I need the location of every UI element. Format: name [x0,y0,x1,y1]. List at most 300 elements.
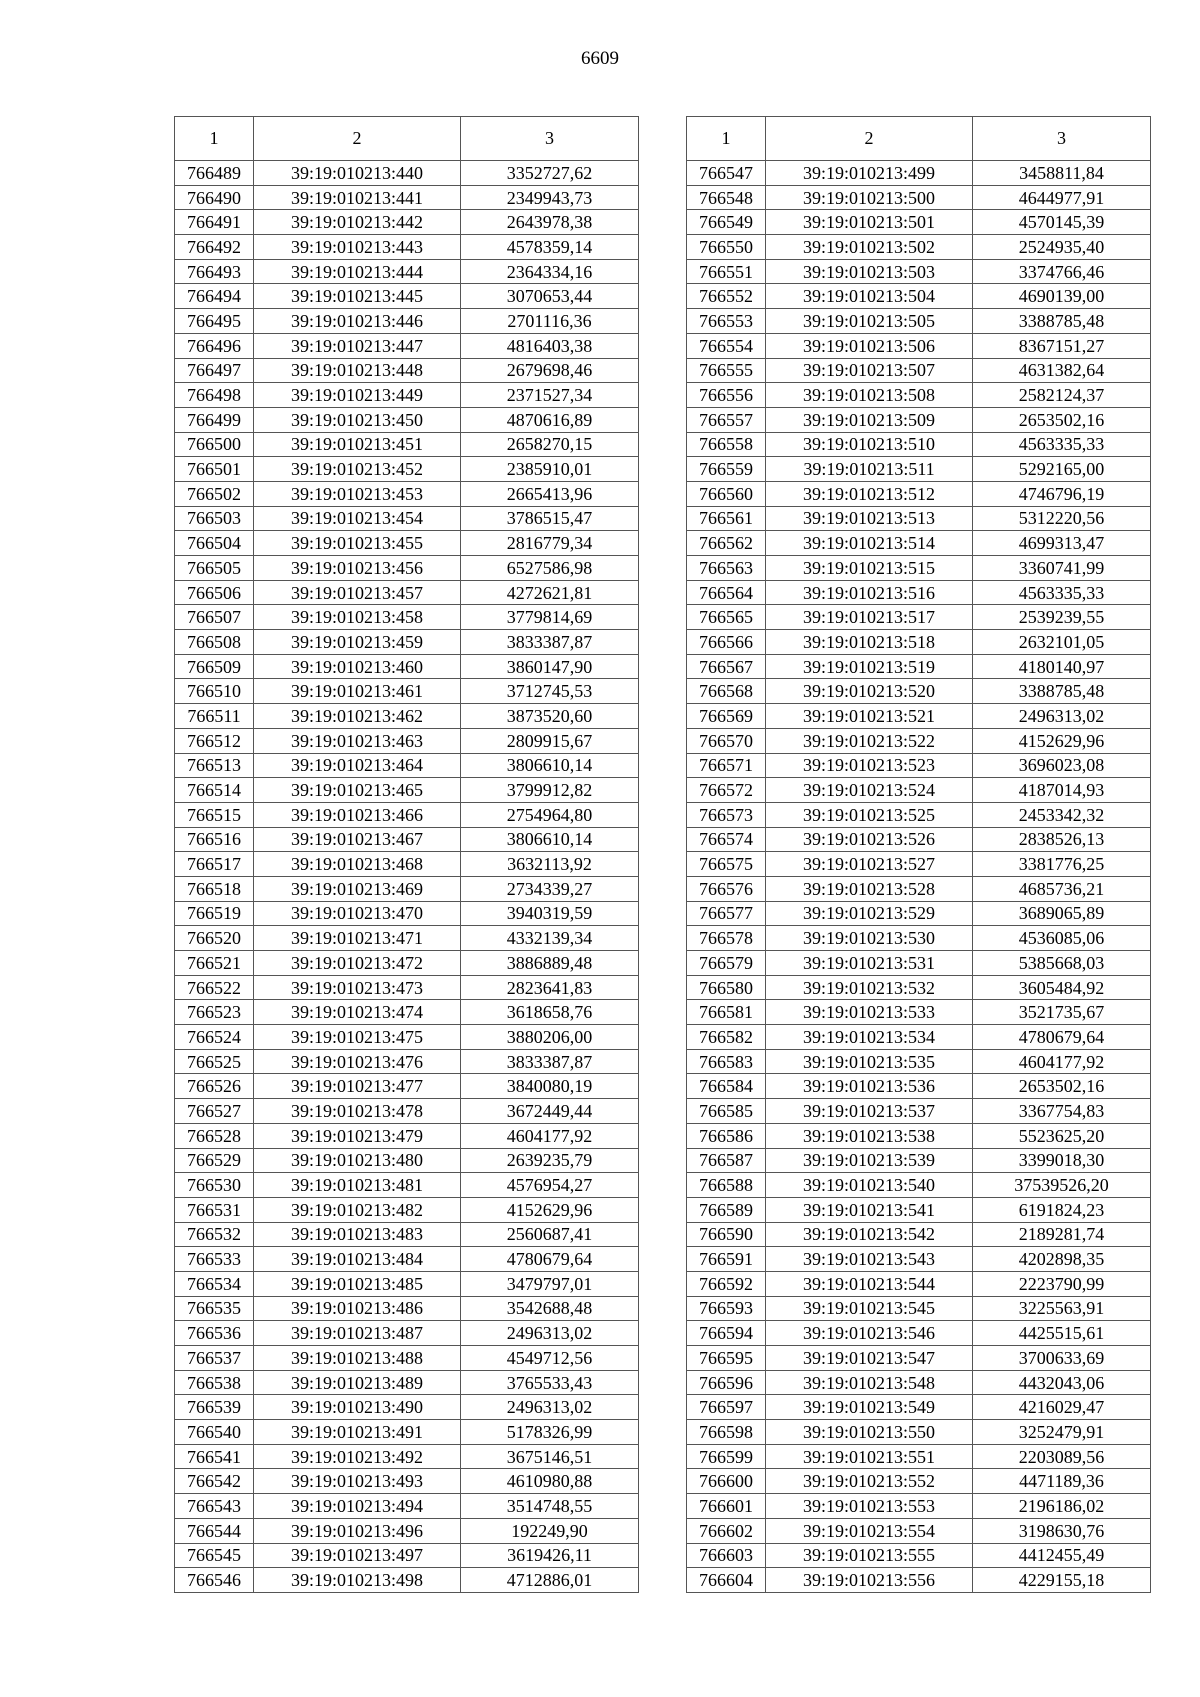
cell-row-number: 766604 [687,1568,766,1593]
cell-row-number: 766585 [687,1099,766,1124]
table-row [687,1370,1151,1395]
cell-row-number: 766514 [175,778,254,803]
table-row [687,1197,1151,1222]
table-row [687,1568,1151,1593]
cell-cadastral-number: 39:19:010213:472 [254,951,461,976]
cell-row-number: 766532 [175,1222,254,1247]
cell-cadastral-number: 39:19:010213:541 [766,1197,973,1222]
table-row [687,728,1151,753]
table-row [175,556,639,581]
table-row [175,827,639,852]
table-row [175,1000,639,1025]
cell-cadastral-value: 2679698,46 [461,358,639,383]
cell-cadastral-value: 2653502,16 [973,407,1151,432]
cell-cadastral-number: 39:19:010213:516 [766,580,973,605]
cell-cadastral-value: 4272621,81 [461,580,639,605]
cell-cadastral-number: 39:19:010213:513 [766,506,973,531]
cell-cadastral-value: 3352727,62 [461,161,639,186]
cell-cadastral-number: 39:19:010213:518 [766,630,973,655]
cell-cadastral-number: 39:19:010213:440 [254,161,461,186]
cell-row-number: 766599 [687,1444,766,1469]
cell-cadastral-value: 2809915,67 [461,728,639,753]
cell-cadastral-value: 4699313,47 [973,531,1151,556]
cell-cadastral-number: 39:19:010213:496 [254,1518,461,1543]
cell-cadastral-value: 3765533,43 [461,1370,639,1395]
table-row [175,1049,639,1074]
cell-cadastral-number: 39:19:010213:507 [766,358,973,383]
cell-row-number: 766493 [175,259,254,284]
cell-row-number: 766573 [687,802,766,827]
cell-row-number: 766563 [687,556,766,581]
table-row [687,284,1151,309]
cell-cadastral-value: 3374766,46 [973,259,1151,284]
table-row [175,259,639,284]
cell-row-number: 766578 [687,926,766,951]
cell-cadastral-number: 39:19:010213:477 [254,1074,461,1099]
cell-cadastral-number: 39:19:010213:463 [254,728,461,753]
cell-cadastral-value: 3360741,99 [973,556,1151,581]
cell-cadastral-value: 3786515,47 [461,506,639,531]
cell-cadastral-number: 39:19:010213:552 [766,1469,973,1494]
cell-cadastral-number: 39:19:010213:528 [766,876,973,901]
cell-cadastral-number: 39:19:010213:466 [254,802,461,827]
cell-cadastral-number: 39:19:010213:544 [766,1271,973,1296]
cell-row-number: 766581 [687,1000,766,1025]
cell-cadastral-number: 39:19:010213:549 [766,1395,973,1420]
cell-row-number: 766507 [175,605,254,630]
cell-row-number: 766580 [687,975,766,1000]
table-row [175,1518,639,1543]
cell-cadastral-value: 3799912,82 [461,778,639,803]
cell-cadastral-value: 2385910,01 [461,457,639,482]
table-row [687,1395,1151,1420]
cell-cadastral-value: 2196186,02 [973,1494,1151,1519]
table-row [175,630,639,655]
registry-table-right [686,116,1151,1593]
table-row [687,852,1151,877]
cell-cadastral-value: 3514748,55 [461,1494,639,1519]
cell-cadastral-value: 3689065,89 [973,901,1151,926]
cell-row-number: 766502 [175,481,254,506]
table-row [175,654,639,679]
cell-row-number: 766552 [687,284,766,309]
cell-cadastral-number: 39:19:010213:497 [254,1543,461,1568]
cell-cadastral-number: 39:19:010213:443 [254,235,461,260]
cell-cadastral-number: 39:19:010213:452 [254,457,461,482]
table-row [687,1518,1151,1543]
cell-cadastral-number: 39:19:010213:460 [254,654,461,679]
cell-cadastral-number: 39:19:010213:555 [766,1543,973,1568]
cell-cadastral-number: 39:19:010213:453 [254,481,461,506]
cell-cadastral-value: 2223790,99 [973,1271,1151,1296]
cell-cadastral-number: 39:19:010213:464 [254,753,461,778]
cell-cadastral-value: 3605484,92 [973,975,1151,1000]
cell-cadastral-value: 5178326,99 [461,1420,639,1445]
table-row [687,1099,1151,1124]
cell-row-number: 766529 [175,1148,254,1173]
table-row [687,1296,1151,1321]
cell-row-number: 766491 [175,210,254,235]
cell-cadastral-number: 39:19:010213:487 [254,1321,461,1346]
cell-row-number: 766593 [687,1296,766,1321]
cell-row-number: 766541 [175,1444,254,1469]
cell-cadastral-number: 39:19:010213:490 [254,1395,461,1420]
table-row [687,778,1151,803]
cell-cadastral-number: 39:19:010213:511 [766,457,973,482]
cell-cadastral-value: 8367151,27 [973,333,1151,358]
table-row [687,259,1151,284]
cell-cadastral-value: 2349943,73 [461,185,639,210]
table-row [175,926,639,951]
table-row [687,1025,1151,1050]
table-row [175,580,639,605]
table-row [687,975,1151,1000]
cell-cadastral-value: 4816403,38 [461,333,639,358]
cell-row-number: 766533 [175,1247,254,1272]
cell-cadastral-number: 39:19:010213:492 [254,1444,461,1469]
cell-cadastral-value: 4604177,92 [973,1049,1151,1074]
cell-row-number: 766577 [687,901,766,926]
table-row [175,333,639,358]
cell-cadastral-value: 4610980,88 [461,1469,639,1494]
table-row [175,1346,639,1371]
cell-cadastral-number: 39:19:010213:508 [766,383,973,408]
cell-cadastral-number: 39:19:010213:504 [766,284,973,309]
cell-row-number: 766550 [687,235,766,260]
cell-cadastral-value: 3873520,60 [461,704,639,729]
cell-row-number: 766566 [687,630,766,655]
cell-cadastral-value: 4549712,56 [461,1346,639,1371]
cell-cadastral-number: 39:19:010213:546 [766,1321,973,1346]
cell-cadastral-number: 39:19:010213:500 [766,185,973,210]
cell-cadastral-value: 3458811,84 [973,161,1151,186]
cell-cadastral-value: 2838526,13 [973,827,1151,852]
cell-cadastral-number: 39:19:010213:537 [766,1099,973,1124]
cell-row-number: 766503 [175,506,254,531]
cell-cadastral-number: 39:19:010213:473 [254,975,461,1000]
cell-row-number: 766511 [175,704,254,729]
table-row [687,1420,1151,1445]
table-row [175,876,639,901]
cell-cadastral-value: 192249,90 [461,1518,639,1543]
cell-cadastral-value: 4332139,34 [461,926,639,951]
cell-cadastral-number: 39:19:010213:550 [766,1420,973,1445]
cell-row-number: 766520 [175,926,254,951]
table-row [687,1543,1151,1568]
cell-cadastral-value: 2453342,32 [973,802,1151,827]
cell-row-number: 766592 [687,1271,766,1296]
cell-cadastral-value: 3806610,14 [461,827,639,852]
cell-row-number: 766603 [687,1543,766,1568]
cell-cadastral-value: 3880206,00 [461,1025,639,1050]
cell-cadastral-number: 39:19:010213:459 [254,630,461,655]
cell-cadastral-number: 39:19:010213:457 [254,580,461,605]
table-row [175,210,639,235]
table-row [175,358,639,383]
cell-row-number: 766496 [175,333,254,358]
table-row [175,407,639,432]
cell-row-number: 766504 [175,531,254,556]
cell-cadastral-number: 39:19:010213:474 [254,1000,461,1025]
table-row [687,704,1151,729]
cell-cadastral-value: 2524935,40 [973,235,1151,260]
cell-row-number: 766555 [687,358,766,383]
cell-cadastral-number: 39:19:010213:483 [254,1222,461,1247]
cell-cadastral-number: 39:19:010213:485 [254,1271,461,1296]
column-header-number: 1 [687,117,766,161]
cell-row-number: 766512 [175,728,254,753]
cell-cadastral-value: 3700633,69 [973,1346,1151,1371]
cell-cadastral-number: 39:19:010213:529 [766,901,973,926]
cell-cadastral-number: 39:19:010213:530 [766,926,973,951]
cell-cadastral-value: 3833387,87 [461,1049,639,1074]
table-row [687,457,1151,482]
cell-row-number: 766539 [175,1395,254,1420]
table-header-row [175,117,639,161]
cell-cadastral-number: 39:19:010213:517 [766,605,973,630]
cell-cadastral-number: 39:19:010213:455 [254,531,461,556]
cell-cadastral-number: 39:19:010213:458 [254,605,461,630]
cell-cadastral-number: 39:19:010213:531 [766,951,973,976]
cell-cadastral-value: 5385668,03 [973,951,1151,976]
cell-cadastral-number: 39:19:010213:499 [766,161,973,186]
table-row [687,1000,1151,1025]
cell-cadastral-value: 4746796,19 [973,481,1151,506]
table-row [175,1543,639,1568]
cell-cadastral-value: 2203089,56 [973,1444,1151,1469]
cell-cadastral-number: 39:19:010213:467 [254,827,461,852]
cell-cadastral-number: 39:19:010213:506 [766,333,973,358]
cell-row-number: 766548 [687,185,766,210]
cell-row-number: 766521 [175,951,254,976]
table-row [175,753,639,778]
cell-row-number: 766528 [175,1123,254,1148]
cell-cadastral-value: 3840080,19 [461,1074,639,1099]
cell-cadastral-number: 39:19:010213:448 [254,358,461,383]
cell-cadastral-value: 2701116,36 [461,309,639,334]
cell-cadastral-number: 39:19:010213:488 [254,1346,461,1371]
cell-cadastral-number: 39:19:010213:454 [254,506,461,531]
cell-cadastral-number: 39:19:010213:523 [766,753,973,778]
cell-cadastral-number: 39:19:010213:534 [766,1025,973,1050]
cell-cadastral-number: 39:19:010213:456 [254,556,461,581]
cell-cadastral-value: 4685736,21 [973,876,1151,901]
cell-row-number: 766516 [175,827,254,852]
cell-cadastral-number: 39:19:010213:548 [766,1370,973,1395]
table-row [175,679,639,704]
cell-cadastral-value: 2632101,05 [973,630,1151,655]
table-row [175,309,639,334]
cell-cadastral-value: 2639235,79 [461,1148,639,1173]
cell-cadastral-number: 39:19:010213:478 [254,1099,461,1124]
table-row [687,1321,1151,1346]
cell-cadastral-value: 4216029,47 [973,1395,1151,1420]
cell-cadastral-number: 39:19:010213:445 [254,284,461,309]
cell-cadastral-value: 4152629,96 [973,728,1151,753]
cell-row-number: 766560 [687,481,766,506]
cell-cadastral-value: 3388785,48 [973,679,1151,704]
cell-cadastral-value: 3712745,53 [461,679,639,704]
cell-row-number: 766501 [175,457,254,482]
cell-cadastral-number: 39:19:010213:515 [766,556,973,581]
cell-cadastral-value: 2496313,02 [973,704,1151,729]
cell-cadastral-number: 39:19:010213:449 [254,383,461,408]
cell-row-number: 766549 [687,210,766,235]
cell-cadastral-value: 3399018,30 [973,1148,1151,1173]
cell-cadastral-value: 4780679,64 [973,1025,1151,1050]
cell-cadastral-value: 3252479,91 [973,1420,1151,1445]
cell-row-number: 766492 [175,235,254,260]
cell-row-number: 766506 [175,580,254,605]
table-row [175,802,639,827]
cell-row-number: 766508 [175,630,254,655]
table-row [175,778,639,803]
cell-cadastral-number: 39:19:010213:522 [766,728,973,753]
cell-cadastral-number: 39:19:010213:510 [766,432,973,457]
cell-cadastral-value: 3542688,48 [461,1296,639,1321]
cell-row-number: 766500 [175,432,254,457]
column-header-number: 1 [175,117,254,161]
table-row [687,901,1151,926]
table-row [175,1222,639,1247]
cell-row-number: 766568 [687,679,766,704]
cell-cadastral-number: 39:19:010213:462 [254,704,461,729]
table-row [175,1025,639,1050]
cell-row-number: 766576 [687,876,766,901]
cell-cadastral-value: 2371527,34 [461,383,639,408]
cell-row-number: 766575 [687,852,766,877]
cell-cadastral-number: 39:19:010213:505 [766,309,973,334]
table-row [175,1197,639,1222]
cell-cadastral-number: 39:19:010213:524 [766,778,973,803]
cell-cadastral-value: 2496313,02 [461,1395,639,1420]
cell-cadastral-number: 39:19:010213:551 [766,1444,973,1469]
table-row [175,1123,639,1148]
cell-cadastral-value: 4604177,92 [461,1123,639,1148]
table-row [687,654,1151,679]
cell-row-number: 766545 [175,1543,254,1568]
table-row [687,679,1151,704]
table-row [175,1247,639,1272]
cell-cadastral-value: 4187014,93 [973,778,1151,803]
cell-cadastral-value: 2665413,96 [461,481,639,506]
cell-cadastral-number: 39:19:010213:498 [254,1568,461,1593]
table-row [687,605,1151,630]
cell-row-number: 766538 [175,1370,254,1395]
cell-cadastral-value: 2658270,15 [461,432,639,457]
table-row [175,605,639,630]
column-header-cadastral-number: 2 [254,117,461,161]
cell-cadastral-value: 3779814,69 [461,605,639,630]
cell-row-number: 766582 [687,1025,766,1050]
table-row [175,1173,639,1198]
cell-row-number: 766569 [687,704,766,729]
table-row [175,728,639,753]
cell-row-number: 766547 [687,161,766,186]
cell-cadastral-value: 3381776,25 [973,852,1151,877]
table-row [687,753,1151,778]
cell-cadastral-value: 4631382,64 [973,358,1151,383]
table-row [687,531,1151,556]
cell-row-number: 766509 [175,654,254,679]
cell-row-number: 766561 [687,506,766,531]
cell-cadastral-number: 39:19:010213:476 [254,1049,461,1074]
cell-cadastral-value: 37539526,20 [973,1173,1151,1198]
cell-cadastral-value: 2653502,16 [973,1074,1151,1099]
cell-cadastral-value: 4202898,35 [973,1247,1151,1272]
cell-cadastral-value: 4563335,33 [973,432,1151,457]
cell-row-number: 766535 [175,1296,254,1321]
table-row [687,333,1151,358]
cell-cadastral-value: 4536085,06 [973,926,1151,951]
table-row [175,951,639,976]
cell-cadastral-value: 3675146,51 [461,1444,639,1469]
cell-row-number: 766588 [687,1173,766,1198]
table-row [175,481,639,506]
table-row [175,901,639,926]
table-row [175,531,639,556]
table-row [175,235,639,260]
cell-row-number: 766567 [687,654,766,679]
cell-cadastral-value: 3696023,08 [973,753,1151,778]
registry-table-left [174,116,639,1593]
cell-row-number: 766530 [175,1173,254,1198]
table-row [687,1148,1151,1173]
table-row [175,506,639,531]
table-row [687,1049,1151,1074]
cell-row-number: 766524 [175,1025,254,1050]
cell-row-number: 766494 [175,284,254,309]
cell-cadastral-number: 39:19:010213:536 [766,1074,973,1099]
table-row [687,481,1151,506]
table-row [175,1271,639,1296]
cell-cadastral-number: 39:19:010213:545 [766,1296,973,1321]
cell-cadastral-value: 5312220,56 [973,506,1151,531]
table-row [687,1222,1151,1247]
cell-row-number: 766527 [175,1099,254,1124]
cell-cadastral-value: 3521735,67 [973,1000,1151,1025]
cell-cadastral-number: 39:19:010213:521 [766,704,973,729]
cell-cadastral-value: 3367754,83 [973,1099,1151,1124]
table-row [175,1148,639,1173]
cell-row-number: 766489 [175,161,254,186]
cell-cadastral-number: 39:19:010213:468 [254,852,461,877]
cell-cadastral-value: 5523625,20 [973,1123,1151,1148]
cell-cadastral-value: 2364334,16 [461,259,639,284]
table-row [687,580,1151,605]
column-header-cadastral-number: 2 [766,117,973,161]
table-row [687,432,1151,457]
cell-row-number: 766553 [687,309,766,334]
cell-cadastral-number: 39:19:010213:539 [766,1148,973,1173]
table-row [687,1271,1151,1296]
table-row [687,358,1151,383]
table-row [687,309,1151,334]
cell-row-number: 766579 [687,951,766,976]
cell-cadastral-value: 2816779,34 [461,531,639,556]
cell-cadastral-number: 39:19:010213:493 [254,1469,461,1494]
cell-cadastral-value: 3388785,48 [973,309,1151,334]
cell-row-number: 766534 [175,1271,254,1296]
cell-row-number: 766564 [687,580,766,605]
cell-cadastral-number: 39:19:010213:444 [254,259,461,284]
cell-cadastral-number: 39:19:010213:450 [254,407,461,432]
table-row [175,432,639,457]
cell-row-number: 766601 [687,1494,766,1519]
cell-row-number: 766522 [175,975,254,1000]
cell-cadastral-value: 3070653,44 [461,284,639,309]
table-row [687,161,1151,186]
